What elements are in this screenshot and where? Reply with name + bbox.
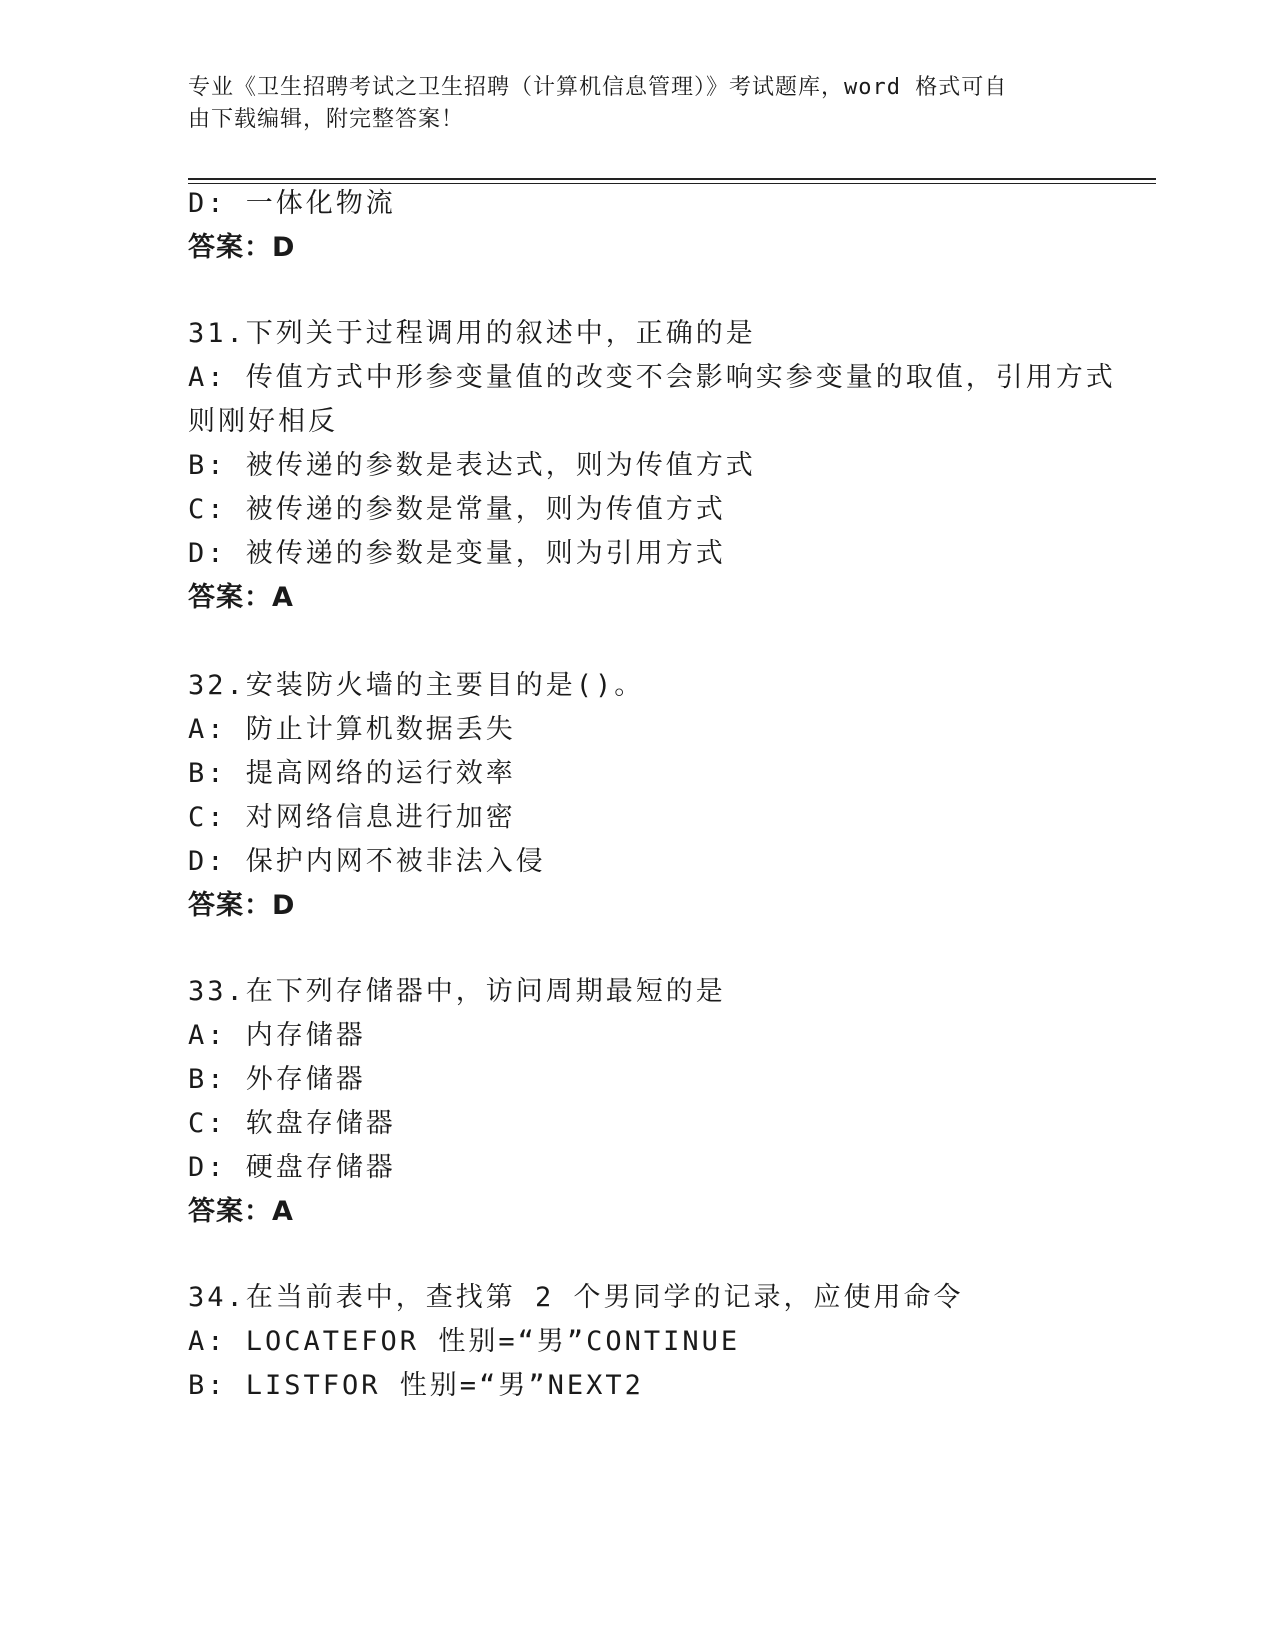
header-divider-thin [188,183,1156,184]
q32-option-b: B: 提高网络的运行效率 [188,758,516,789]
q31-answer: 答案：A [188,582,294,613]
prev-option-d: D: 一体化物流 [188,188,396,219]
q32-option-d: D: 保护内网不被非法入侵 [188,846,546,877]
header-divider-thick [188,178,1156,180]
header-line-1: 专业《卫生招聘考试之卫生招聘（计算机信息管理）》考试题库，word 格式可自 [188,75,1008,100]
q34-option-a: A: LOCATEFOR 性别=“男”CONTINUE [188,1326,741,1357]
prev-answer: 答案：D [188,232,296,263]
q31-title: 31.下列关于过程调用的叙述中，正确的是 [188,318,756,349]
q31-option-b: B: 被传递的参数是表达式，则为传值方式 [188,450,756,481]
document-header [188,72,1068,136]
q34-title: 34.在当前表中，查找第 2 个男同学的记录，应使用命令 [188,1282,964,1313]
q31-option-c: C: 被传递的参数是常量，则为传值方式 [188,494,726,525]
q32-option-c: C: 对网络信息进行加密 [188,802,516,833]
q32-option-a: A: 防止计算机数据丢失 [188,714,516,745]
q32-answer: 答案：D [188,890,296,921]
q33-answer: 答案：A [188,1196,294,1227]
q33-option-a: A: 内存储器 [188,1020,366,1051]
q34-option-b: B: LISTFOR 性别=“男”NEXT2 [188,1370,644,1401]
header-line-2: 由下载编辑，附完整答案！ [188,107,465,132]
q33-option-d: D: 硬盘存储器 [188,1152,396,1183]
q33-option-b: B: 外存储器 [188,1064,366,1095]
q32-title: 32.安装防火墙的主要目的是()。 [188,670,645,701]
q31-option-a-line2: 则刚好相反 [188,406,338,437]
q31-option-d: D: 被传递的参数是变量，则为引用方式 [188,538,726,569]
q33-option-c: C: 软盘存储器 [188,1108,396,1139]
q31-option-a-line1: A: 传值方式中形参变量值的改变不会影响实参变量的取值，引用方式 [188,362,1116,393]
q33-title: 33.在下列存储器中，访问周期最短的是 [188,976,726,1007]
